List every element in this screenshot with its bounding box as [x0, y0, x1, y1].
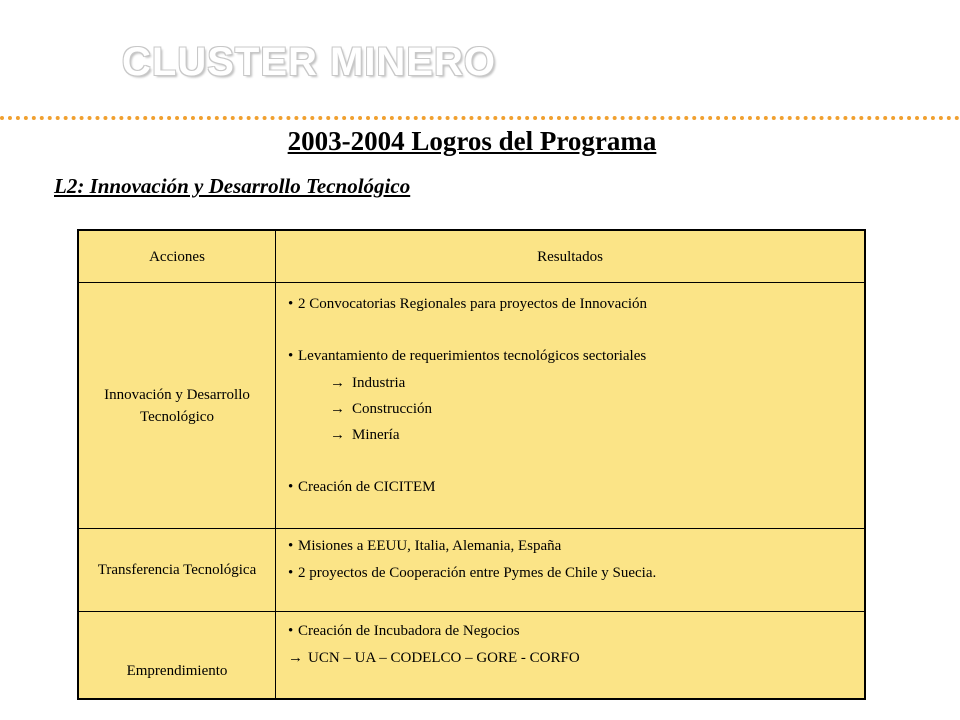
bullet-icon: •: [288, 479, 294, 495]
result-bullet: • Creación de Incubadora de Negocios: [288, 620, 864, 642]
bullet-icon: •: [288, 565, 294, 581]
resultados-cell: [276, 283, 866, 529]
page-title: 2003-2004 Logros del Programa: [287, 126, 657, 156]
bullet-icon: •: [288, 348, 294, 364]
result-bullet: • 2 Convocatorias Regionales para proyectos de Innovación: [288, 293, 864, 315]
accion-cell: Transferencia Tecnológica: [78, 529, 276, 612]
table-row: [78, 529, 865, 612]
result-subitem: → UCN – UA – CODELCO – GORE - CORFO: [288, 647, 864, 669]
table-row: [78, 612, 865, 699]
column-header-resultados: Resultados: [276, 230, 866, 283]
cluster-minero-logo-text: CLUSTER MINERO: [122, 40, 496, 84]
arrow-right-icon: →: [288, 650, 303, 666]
accion-cell: Emprendimiento: [78, 612, 276, 699]
result-bullet: • Levantamiento de requerimientos tecnológicos sectoriales: [288, 345, 864, 367]
result-bullet: • Misiones a EEUU, Italia, Alemania, España: [288, 535, 864, 557]
arrow-right-icon: →: [330, 375, 345, 391]
accion-cell: Innovación y Desarrollo Tecnológico: [78, 283, 276, 529]
result-subitem: → Minería: [288, 424, 864, 446]
bullet-icon: •: [288, 296, 294, 312]
results-table: [77, 229, 866, 700]
table-row: [78, 283, 865, 529]
bullet-icon: •: [288, 538, 294, 554]
result-subitem: → Construcción: [288, 398, 864, 420]
bullet-icon: •: [288, 623, 294, 639]
resultados-cell: [276, 612, 866, 699]
table-header-row: [78, 230, 865, 283]
column-header-acciones: Acciones: [78, 230, 276, 283]
arrow-right-icon: →: [330, 427, 345, 443]
dotted-divider: [0, 116, 960, 120]
arrow-right-icon: →: [330, 401, 345, 417]
section-subtitle: L2: Innovación y Desarrollo Tecnológico: [54, 174, 411, 198]
result-bullet: • Creación de CICITEM: [288, 476, 864, 498]
result-bullet: • 2 proyectos de Cooperación entre Pymes de Chile y Suecia.: [288, 562, 864, 584]
resultados-cell: [276, 529, 866, 612]
result-subitem: → Industria: [288, 372, 864, 394]
